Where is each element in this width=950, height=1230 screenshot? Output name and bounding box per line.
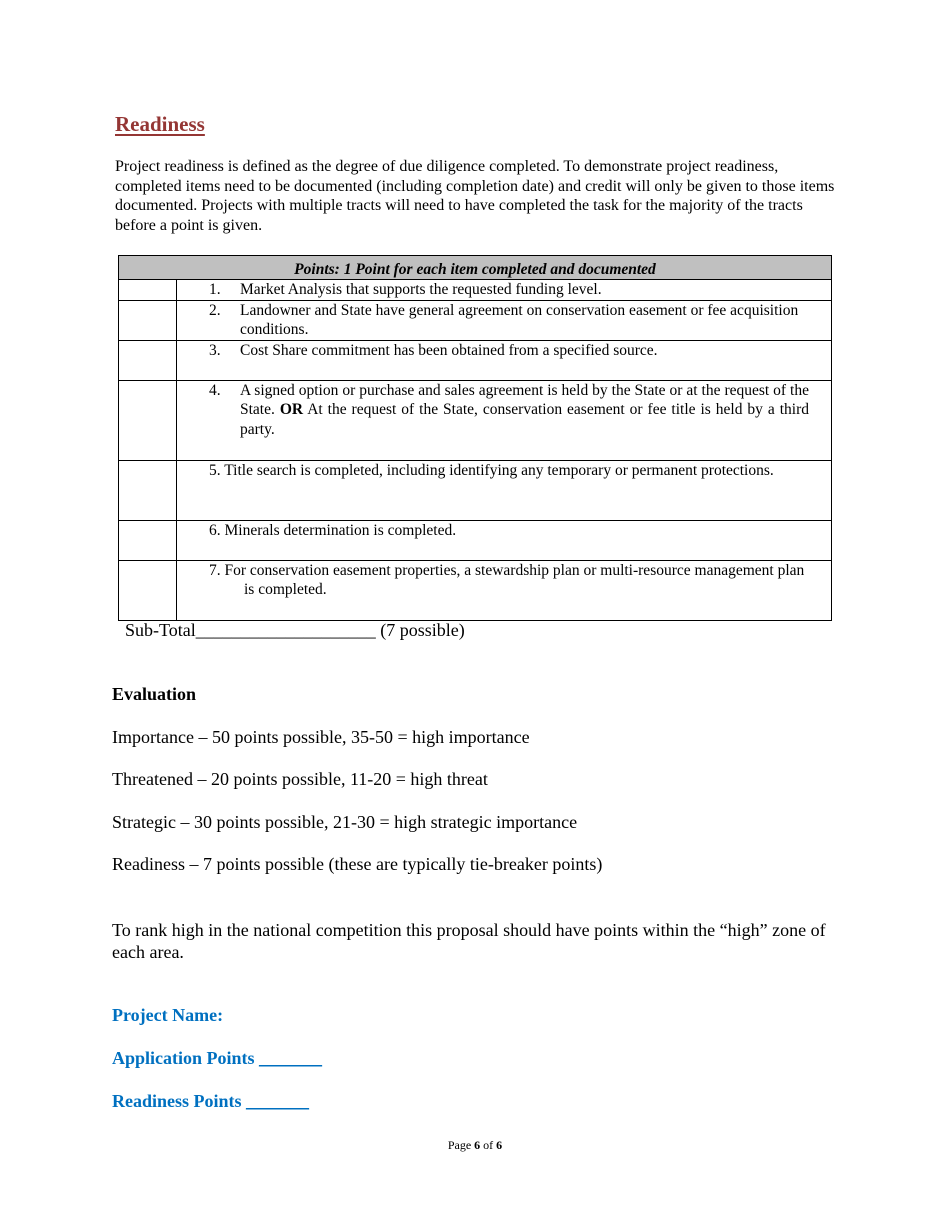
readiness-points-blank[interactable]: _______ <box>246 1091 310 1111</box>
item-text: Market Analysis that supports the requested funding level. <box>240 281 602 298</box>
subtotal-line: Sub-Total____________________ (7 possible) <box>125 620 465 640</box>
item-number: 4. <box>209 381 221 399</box>
item-text-part-a: A signed option or purchase and sales agreement is held by the State or at the request of the State. <box>240 381 809 418</box>
readiness-intro: Project readiness is defined as the degree of due diligence completed. To demonstrate project readiness, completed items need to be documented (including completion date) and credit will only be given to those items documented. Projects with multiple tracts will need to have completed the task for the majority of the tracts before a point is given. <box>115 158 835 234</box>
readiness-points-field <box>112 1091 309 1112</box>
table-row <box>119 560 832 620</box>
evaluation-strategic: Strategic – 30 points possible, 21-30 = high strategic importance <box>112 812 578 832</box>
table-header-row <box>119 256 832 280</box>
project-name-label: Project Name: <box>112 1005 224 1025</box>
page-of: of <box>483 1138 494 1152</box>
evaluation-readiness: Readiness – 7 points possible (these are typically tie-breaker points) <box>112 854 603 874</box>
rank-text: To rank high in the national competition this proposal should have points within the “high” zone of each area. <box>112 920 826 962</box>
table-row <box>119 520 832 560</box>
table-row <box>119 380 832 460</box>
page-total: 6 <box>496 1138 503 1152</box>
score-cell[interactable] <box>119 280 177 301</box>
item-text: Cost Share commitment has been obtained from a specified source. <box>240 341 658 359</box>
application-points-blank[interactable]: _______ <box>259 1048 323 1068</box>
item-text: Title search is completed, including identifying any temporary or permanent protections. <box>224 461 774 479</box>
table-row <box>119 300 832 340</box>
readiness-heading: Readiness <box>115 112 205 136</box>
score-cell[interactable] <box>119 460 177 520</box>
readiness-points-label: Readiness Points <box>112 1091 242 1111</box>
page-prefix: Page <box>447 1138 472 1152</box>
item-text-or: OR <box>279 401 304 418</box>
score-cell[interactable] <box>119 560 177 620</box>
evaluation-importance: Importance – 50 points possible, 35-50 = high importance <box>112 727 530 747</box>
item-hanging <box>177 561 831 600</box>
item-number: 5. <box>209 461 221 479</box>
table-row <box>119 460 832 520</box>
table-row <box>119 340 832 380</box>
score-cell[interactable] <box>119 380 177 460</box>
table-header: Points: 1 Point for each item completed and documented <box>119 256 832 280</box>
item-text: Minerals determination is completed. <box>224 521 457 539</box>
page-current: 6 <box>474 1138 481 1152</box>
application-points-label: Application Points <box>112 1048 255 1068</box>
item-text <box>240 381 831 440</box>
item-hanging <box>177 461 831 481</box>
score-cell[interactable] <box>119 300 177 340</box>
score-cell[interactable] <box>119 340 177 380</box>
table-row <box>119 280 832 301</box>
item-number: 2. <box>209 301 221 319</box>
item-cell <box>177 520 832 560</box>
item-text: For conservation easement properties, a stewardship plan or multi-resource management plan is completed. <box>224 561 805 598</box>
item-number: 3. <box>209 341 221 359</box>
evaluation-title: Evaluation <box>112 684 197 704</box>
page-footer <box>0 1138 950 1153</box>
item-cell <box>177 460 832 520</box>
item-text: Landowner and State have general agreement on conservation easement or fee acquisition conditions. <box>240 301 799 338</box>
item-cell <box>177 380 832 460</box>
item-cell <box>177 340 832 380</box>
application-points-field <box>112 1048 322 1069</box>
score-cell[interactable] <box>119 520 177 560</box>
readiness-table <box>118 255 832 621</box>
item-cell <box>177 300 832 340</box>
item-number: 1. <box>209 281 221 298</box>
item-cell <box>177 280 832 301</box>
item-hanging <box>177 521 831 541</box>
item-number: 7. <box>209 561 221 579</box>
evaluation-threatened: Threatened – 20 points possible, 11-20 = high threat <box>112 769 488 789</box>
item-cell <box>177 560 832 620</box>
item-text-part-b: At the request of the State, conservation easement or fee title is held by a third party. <box>240 401 809 438</box>
item-number: 6. <box>209 521 221 539</box>
